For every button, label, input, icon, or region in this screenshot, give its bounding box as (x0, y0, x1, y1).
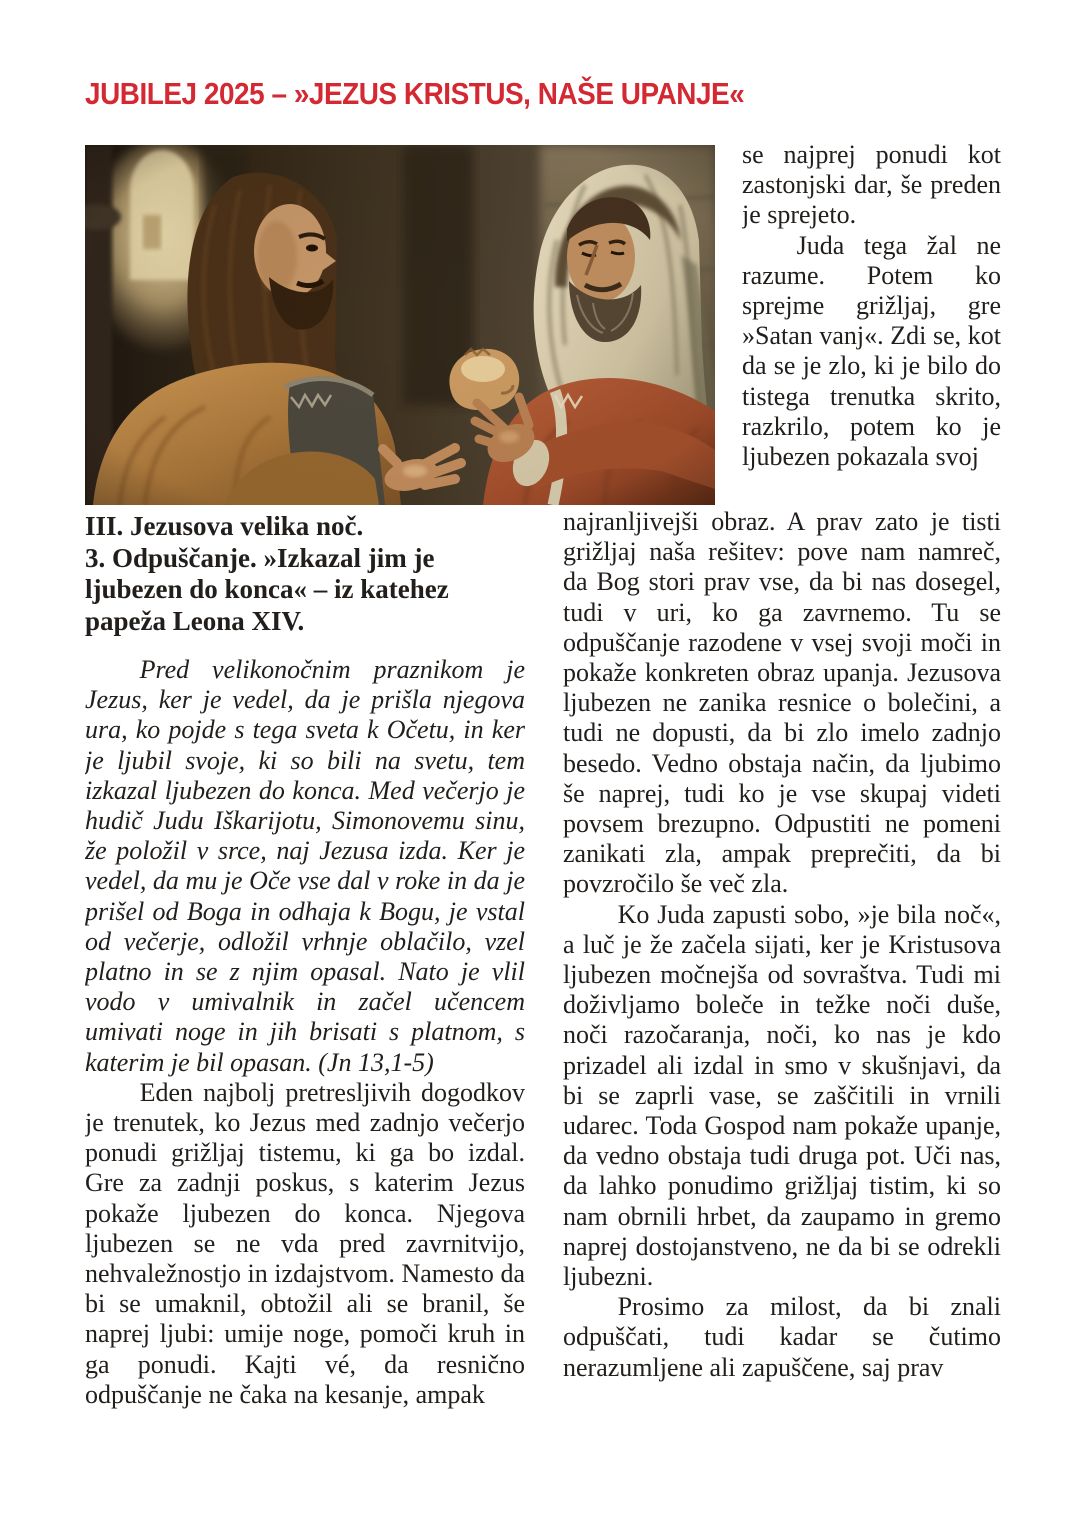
article-photo (85, 145, 715, 505)
body-paragraph: najranljivejši obraz. A prav zato je tisti grižljaj naša rešitev: pove nam namreč, da Bog stori prav vse, da bi nas dosegel, tudi v uri, ko ga zavrnemo. Tu se odpuščanje razodene v vsej svoji moči in pokaže konkreten obraz upanja. Jezusova ljubezen ne zanika resnice o bolečini, a tudi ne dopusti, da bi zlo imelo zadnjo besedo. Vedno obstaja način, da ljubimo še naprej, tudi ko je vse skupaj videti povsem brezupno. Odpustiti ne pomeni zanikati zla, ampak preprečiti, da bi povzročilo še več zla. (563, 507, 1001, 899)
left-column (85, 511, 525, 1452)
scripture-quote: Pred velikonočnim praznikom je Jezus, ker je vedel, da je prišla njegova ura, ko pojde s tega sveta k Očetu, in ker je ljubil svoje, ki so bili na svetu, tem izkazal ljubezen do konca. Med večerjo je hudič Judu Iškarijotu, Simonovemu sinu, že položil v srce, naj Jezusa izda. Ker je vedel, da mu je Oče vse dal v roke in da je prišel od Boga in odhaja k Bogu, je vstal od večerje, odložil vrhnje oblačilo, vzel platno in se z njim opasal. Nato je vlil vodo v umivalnik in začel učencem umivati noge in jih brisati s platnom, s katerim je bil opasan. (Jn 13,1-5) (85, 655, 525, 1077)
body-paragraph: se najprej ponudi kot zastonjski dar, še preden je sprejeto. (742, 140, 1001, 230)
body-paragraph: Prosimo za milost, da bi znali odpuščati, tudi kadar se čutimo nerazumljene ali zapuščene, saj prav (563, 1292, 1001, 1382)
body-paragraph: Eden najbolj pretresljivih dogodkov je trenutek, ko Jezus med zadnjo večerjo ponudi grižljaj tistemu, ki ga bo izdal. Gre za zadnji poskus, s katerim Jezus pokaže ljubezen do konca. Njegova ljubezen se ne vda pred zavrnitvijo, nehvaležnostjo in izdajstvom. Namesto da bi se umaknil, obtožil ali se branil, še naprej ljubi: umije noge, pomoči kruh in ga ponudi. Kajti vé, da resnično odpuščanje ne čaka na kesanje, ampak (85, 1077, 525, 1409)
column-beside-photo (742, 140, 1001, 507)
last-supper-illustration (85, 145, 715, 505)
heading-line: III. Jezusova velika noč. (85, 511, 364, 541)
heading-line: 3. Odpuščanje. »Izkazal jim je ljubezen do konca« – iz katehez papeža Leona XIV. (85, 542, 449, 636)
body-paragraph: Juda tega žal ne razume. Potem ko sprejme grižljaj, gre »Satan vanj«. Zdi se, kot da se je zlo, ki je bilo do tistega trenutka skrito, razkrilo, potem ko je ljubezen pokazala svoj (742, 230, 1001, 472)
right-column (563, 507, 1001, 1452)
vignette-overlay (85, 145, 715, 505)
article-heading (85, 511, 525, 637)
article-kicker: JUBILEJ 2025 – »JEZUS KRISTUS, NAŠE UPANJE« (85, 76, 745, 111)
body-paragraph: Ko Juda zapusti sobo, »je bila noč«, a luč je že začela sijati, ker je Kristusova ljubezen močnejša od sovraštva. Tudi mi doživljamo boleče in težke noči duše, noči razočaranja, noči, ko nas je kdo prizadel ali izdal in smo v skušnjavi, da bi se zaprli vase, se zaščitili in vrnili udarec. Toda Gospod nam pokaže upanje, da vedno obstaja tudi druga pot. Uči nas, da lahko ponudimo grižljaj tistim, ki so nam obrnili hrbet, da zaupamo in gremo naprej dostojanstveno, ne da bi se odrekli ljubezni. (563, 899, 1001, 1292)
